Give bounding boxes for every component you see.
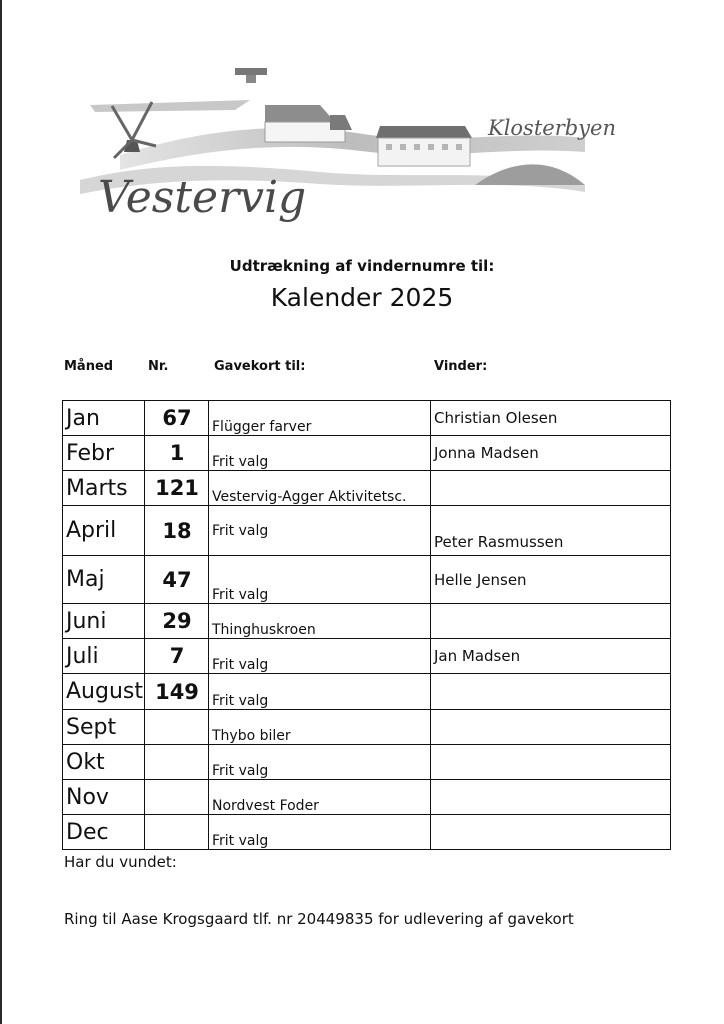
gift-cell: Frit valg	[209, 745, 431, 780]
month-cell: August	[63, 674, 145, 710]
table-row	[63, 506, 671, 556]
month-cell: Juni	[63, 604, 145, 639]
table-row	[63, 710, 671, 745]
gift-cell: Frit valg	[209, 506, 431, 556]
table-row	[63, 604, 671, 639]
winner-cell: Jonna Madsen	[431, 436, 671, 471]
vestervig-logo	[80, 60, 640, 240]
number-cell: 18	[145, 506, 209, 556]
gift-cell: Thybo biler	[209, 710, 431, 745]
winner-cell	[431, 674, 671, 710]
gift-cell: Frit valg	[209, 674, 431, 710]
winner-cell	[431, 745, 671, 780]
winner-cell	[431, 780, 671, 815]
month-cell: Marts	[63, 471, 145, 506]
scan-edge	[0, 0, 2, 1024]
gift-cell: Flügger farver	[209, 401, 431, 436]
winner-cell	[431, 604, 671, 639]
gift-cell: Frit valg	[209, 815, 431, 850]
table-row	[63, 401, 671, 436]
logo-tagline: Klosterbyen	[488, 116, 616, 140]
column-header-number: Nr.	[148, 359, 169, 374]
month-cell: Febr	[63, 436, 145, 471]
winner-cell	[431, 815, 671, 850]
logo-script: Vestervig	[98, 172, 307, 223]
table-row	[63, 674, 671, 710]
table-row	[63, 556, 671, 604]
page-title: Kalender 2025	[270, 283, 454, 312]
gift-cell: Frit valg	[209, 556, 431, 604]
number-cell: 7	[145, 639, 209, 674]
number-cell	[145, 745, 209, 780]
month-cell: Okt	[63, 745, 145, 780]
winner-table	[62, 400, 671, 850]
gift-cell: Nordvest Foder	[209, 780, 431, 815]
number-cell: 47	[145, 556, 209, 604]
table-row	[63, 436, 671, 471]
number-cell: 29	[145, 604, 209, 639]
month-cell: Dec	[63, 815, 145, 850]
column-header-winner: Vinder:	[434, 359, 488, 374]
gift-cell: Thinghuskroen	[209, 604, 431, 639]
month-cell: Maj	[63, 556, 145, 604]
month-cell: Jan	[63, 401, 145, 436]
table-row	[63, 639, 671, 674]
month-cell: Nov	[63, 780, 145, 815]
gift-cell: Frit valg	[209, 436, 431, 471]
number-cell	[145, 780, 209, 815]
winner-cell	[431, 710, 671, 745]
table-row	[63, 815, 671, 850]
month-cell: April	[63, 506, 145, 556]
month-cell: Juli	[63, 639, 145, 674]
number-cell	[145, 710, 209, 745]
table-row	[63, 780, 671, 815]
column-header-giftcard: Gavekort til:	[214, 359, 306, 374]
table-row	[63, 745, 671, 780]
winner-cell: Jan Madsen	[431, 639, 671, 674]
footer-question: Har du vundet:	[64, 853, 177, 871]
number-cell: 149	[145, 674, 209, 710]
number-cell	[145, 815, 209, 850]
month-cell: Sept	[63, 710, 145, 745]
number-cell: 121	[145, 471, 209, 506]
column-header-month: Måned	[64, 359, 114, 374]
gift-cell: Vestervig-Agger Aktivitetsc.	[209, 471, 431, 506]
winner-cell: Christian Olesen	[431, 401, 671, 436]
winner-cell	[431, 471, 671, 506]
subtitle: Udtrækning af vindernumre til:	[229, 257, 495, 275]
winner-cell: Peter Rasmussen	[431, 506, 671, 556]
gift-cell: Frit valg	[209, 639, 431, 674]
table-row	[63, 471, 671, 506]
number-cell: 1	[145, 436, 209, 471]
winner-cell: Helle Jensen	[431, 556, 671, 604]
number-cell: 67	[145, 401, 209, 436]
footer-contact: Ring til Aase Krogsgaard tlf. nr 20449835 for udlevering af gavekort	[64, 910, 574, 928]
